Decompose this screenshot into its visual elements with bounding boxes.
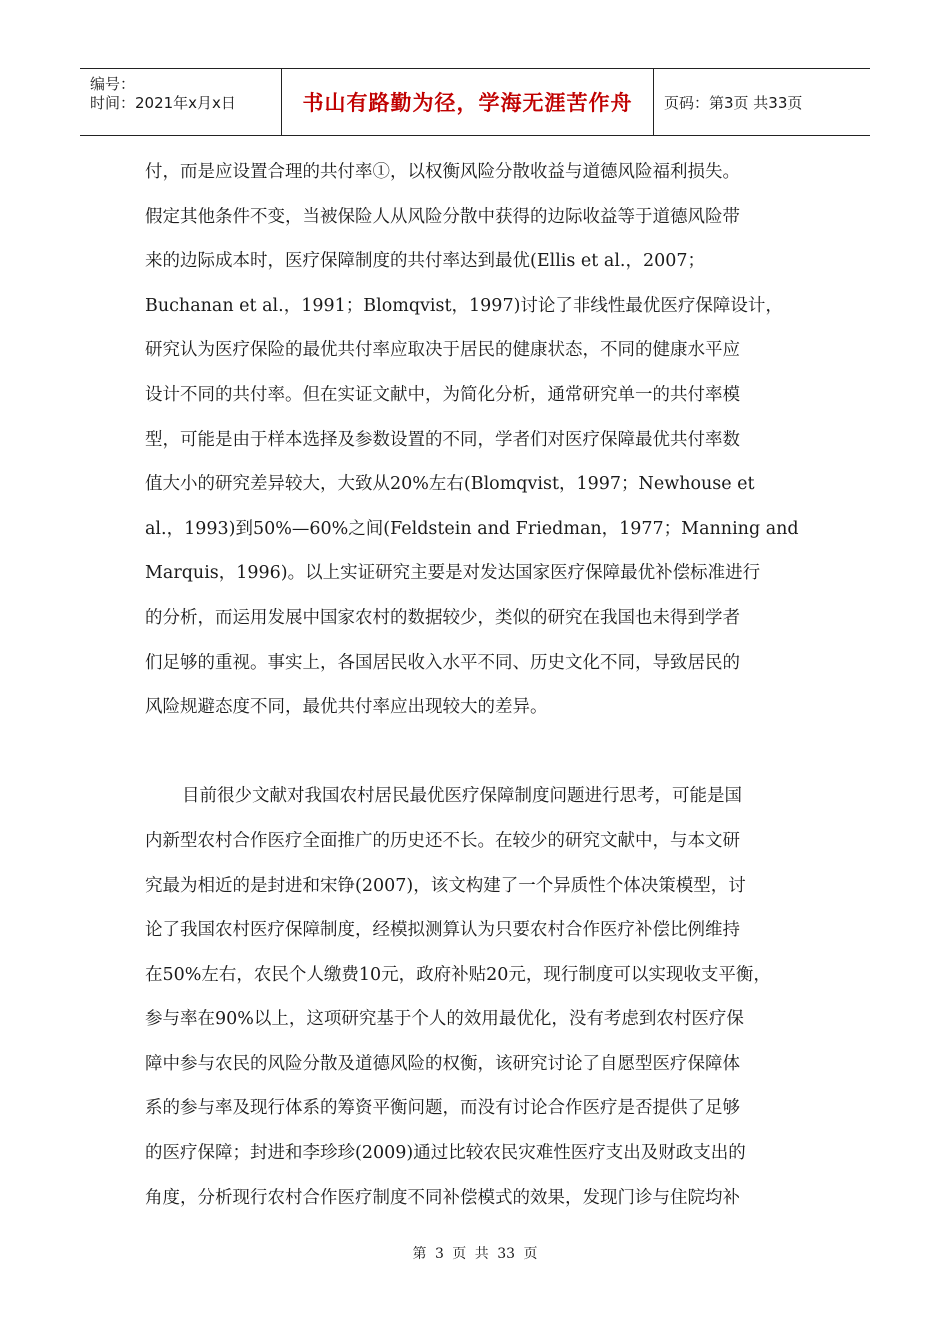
document-number-label: 编号： bbox=[90, 75, 136, 93]
text-line: al.，1993)到50%—60%之间(Feldstein and Friedman，1977；Manning and bbox=[145, 518, 799, 539]
page-footer: 第 3 页 共 33 页 bbox=[412, 1246, 538, 1262]
text-line: 付，而是应设置合理的共付率①，以权衡风险分散收益与道德风险福利损失。 bbox=[145, 162, 740, 182]
text-line: 的医疗保障；封进和李珍珍(2009)通过比较农民灾难性医疗支出及财政支出的 bbox=[145, 1143, 746, 1164]
text-line: 在50%左右，农民个人缴费10元，政府补贴20元，现行制度可以实现收支平衡， bbox=[145, 964, 771, 985]
paragraph-gap bbox=[145, 730, 805, 775]
text-line: 来的边际成本时，医疗保障制度的共付率达到最优(Ellis et al.，2007； bbox=[145, 251, 706, 272]
text-line: Marquis，1996)。以上实证研究主要是对发达国家医疗保障最优补偿标准进行 bbox=[145, 563, 761, 584]
text-line: 系的参与率及现行体系的筹资平衡问题，而没有讨论合作医疗是否提供了足够 bbox=[145, 1098, 740, 1119]
header-page-info: 页码：第3页 共33页 bbox=[664, 93, 803, 112]
header-motto: 书山有路勤为径，学海无涯苦作舟 bbox=[302, 91, 633, 115]
text-line: 们足够的重视。事实上，各国居民收入水平不同、历史文化不同，导致居民的 bbox=[145, 652, 740, 673]
header-motto-cell bbox=[282, 69, 654, 135]
text-line: 型，可能是由于样本选择及参数设置的不同，学者们对医疗保障最优共付率数 bbox=[145, 429, 740, 450]
text-line: 论了我国农村医疗保障制度，经模拟测算认为只要农村合作医疗补偿比例维持 bbox=[145, 920, 740, 941]
text-line: 研究认为医疗保险的最优共付率应取决于居民的健康状态，不同的健康水平应 bbox=[145, 340, 740, 361]
text-line: 究最为相近的是封进和宋铮(2007)，该文构建了一个异质性个体决策模型，讨 bbox=[145, 875, 746, 896]
header-left-cell bbox=[80, 69, 282, 135]
text-line: 风险规避态度不同，最优共付率应出现较大的差异。 bbox=[145, 697, 548, 718]
document-time-label: 时间：2021年x月x日 bbox=[90, 94, 236, 112]
text-line: 的分析，而运用发展中国家农村的数据较少，类似的研究在我国也未得到学者 bbox=[145, 607, 740, 628]
text-line: 内新型农村合作医疗全面推广的历史还不长。在较少的研究文献中，与本文研 bbox=[145, 830, 740, 851]
text-line: 参与率在90%以上，这项研究基于个人的效用最优化，没有考虑到农村医疗保 bbox=[145, 1009, 744, 1030]
text-line: Buchanan et al.，1991；Blomqvist，1997)讨论了非线性最优医疗保障设计， bbox=[145, 295, 783, 316]
text-line: 值大小的研究差异较大，大致从20%左右(Blomqvist，1997；Newhouse et bbox=[145, 474, 755, 495]
header-table bbox=[80, 68, 870, 136]
text-line: 假定其他条件不变，当被保险人从风险分散中获得的边际收益等于道德风险带 bbox=[145, 206, 740, 227]
text-line: 目前很少文献对我国农村居民最优医疗保障制度问题进行思考，可能是国 bbox=[182, 786, 742, 807]
paragraph-2 bbox=[145, 774, 805, 1220]
paragraph-1 bbox=[145, 150, 805, 730]
text-line: 角度，分析现行农村合作医疗制度不同补偿模式的效果，发现门诊与住院均补 bbox=[145, 1187, 740, 1208]
text-line: 设计不同的共付率。但在实证文献中，为简化分析，通常研究单一的共付率模 bbox=[145, 384, 740, 405]
document-body bbox=[145, 150, 805, 1220]
text-line: 障中参与农民的风险分散及道德风险的权衡，该研究讨论了自愿型医疗保障体 bbox=[145, 1053, 740, 1074]
